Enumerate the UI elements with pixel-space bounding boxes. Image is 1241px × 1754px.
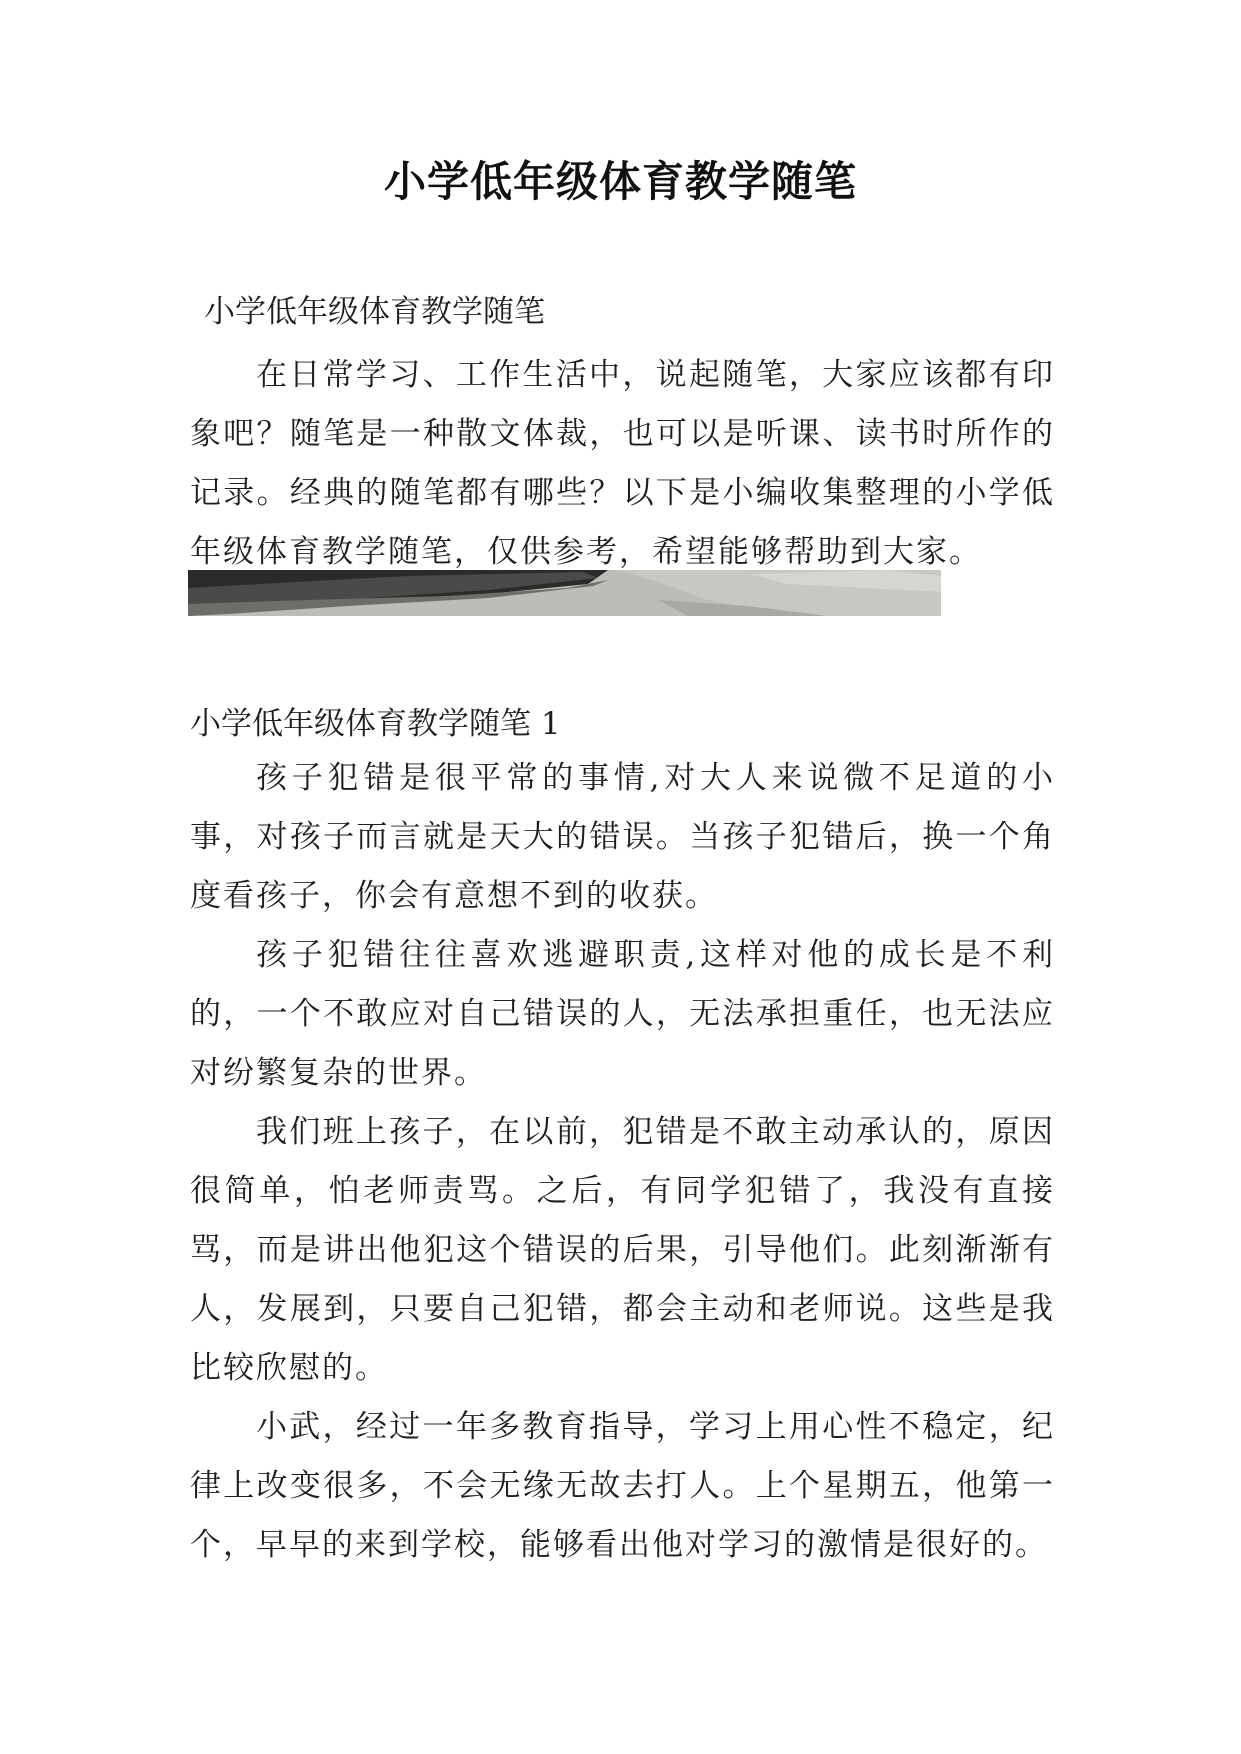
body-paragraph: 我们班上孩子，在以前，犯错是不敢主动承认的，原因很简单，怕老师责骂。之后，有同学犯错了，我没有直接骂，而是讲出他犯这个错误的后果，引导他们。此刻渐渐有人，发展到，只要自己犯错，都会主动和老师说。这些是我比较欣慰的。 bbox=[190, 1114, 1055, 1386]
document-title: 小学低年级体育教学随笔 bbox=[383, 157, 857, 206]
photo-graphic bbox=[188, 570, 941, 616]
intro-section bbox=[190, 346, 1055, 582]
body-paragraph: 孩子犯错是很平常的事情,对大人来说微不足道的小事，对孩子而言就是天大的错误。当孩子犯错后，换一个角度看孩子，你会有意想不到的收获。 bbox=[190, 760, 1055, 914]
intro-paragraph: 在日常学习、工作生活中，说起随笔，大家应该都有印象吧？随笔是一种散文体裁，也可以是听课、读书时所作的记录。经典的随笔都有哪些？以下是小编收集整理的小学低年级体育教学随笔，仅供参考，希望能够帮助到大家。 bbox=[190, 357, 1055, 570]
section-body bbox=[190, 749, 1055, 1575]
intro-heading: 小学低年级体育教学随笔 bbox=[204, 294, 545, 330]
body-paragraph: 小武，经过一年多教育指导，学习上用心性不稳定，纪律上改变很多，不会无缘无故去打人。上个星期五，他第一个，早早的来到学校，能够看出他对学习的激情是很好的。 bbox=[190, 1409, 1055, 1563]
photo-image bbox=[188, 570, 941, 616]
body-paragraph: 孩子犯错往往喜欢逃避职责,这样对他的成长是不利的，一个不敢应对自己错误的人，无法承担重任，也无法应对纷繁复杂的世界。 bbox=[190, 937, 1055, 1091]
section-heading: 小学低年级体育教学随笔 1 bbox=[190, 706, 561, 742]
